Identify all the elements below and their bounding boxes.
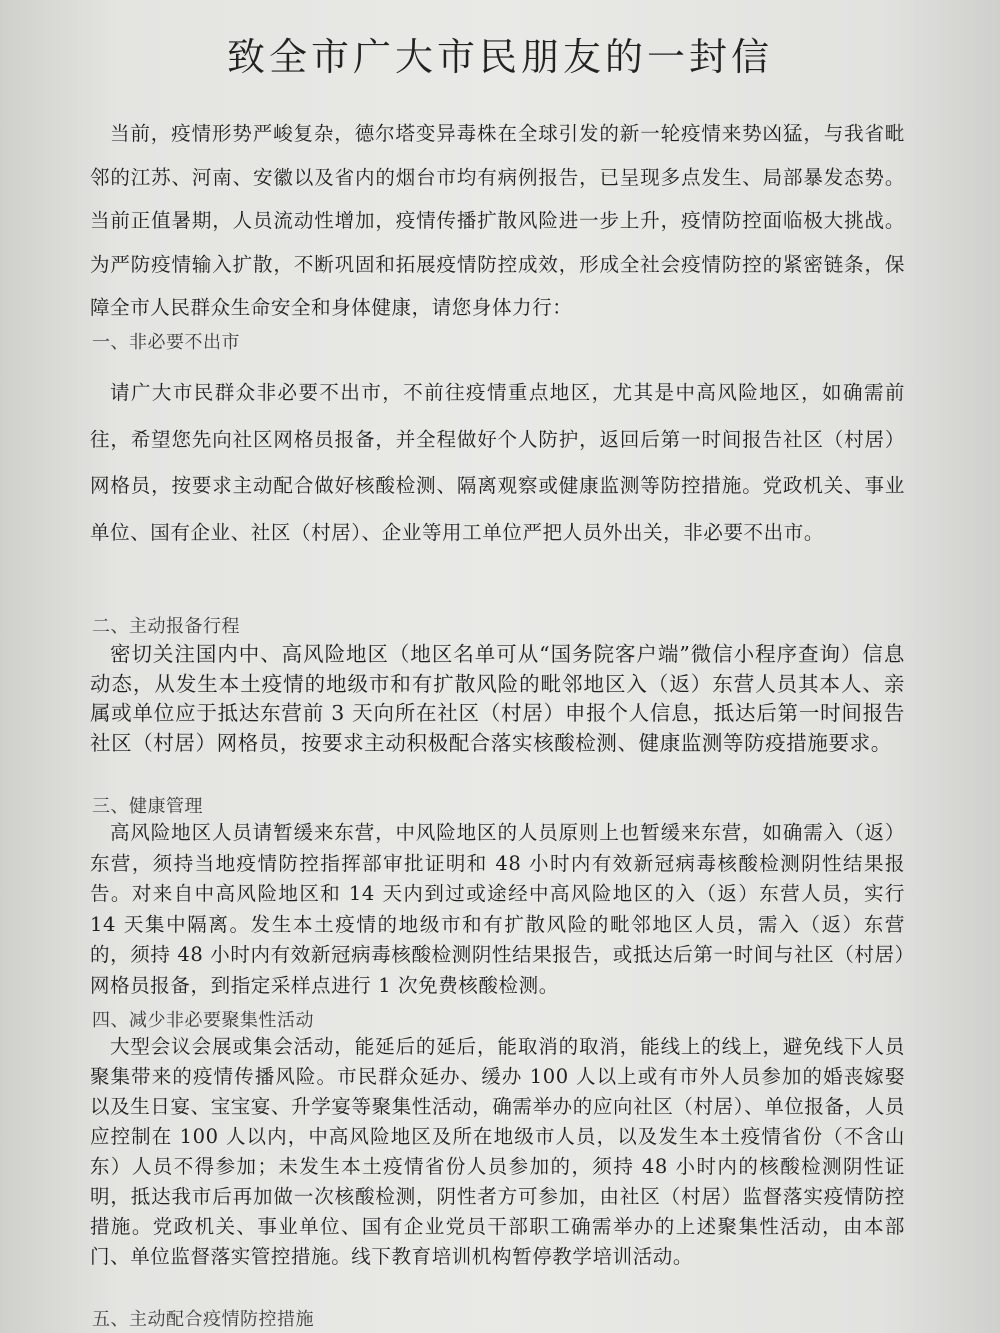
section-heading-2: 二、主动报备行程 <box>92 616 240 637</box>
section-heading-1: 一、非必要不出市 <box>92 332 240 353</box>
section-heading-5: 五、主动配合疫情防控措施 <box>92 1309 314 1330</box>
section-body-3: 高风险地区人员请暂缓来东营，中风险地区的人员原则上也暂缓来东营，如确需入（返）东营，须持当地疫情防控指挥部审批证明和 48 小时内有效新冠病毒核酸检测阴性结果报告。对来自中高风险地区和 14 天内到过或途经中高风险地区的入（返）东营人员，实行 14 天集中隔离。发生本土疫情的地级市和有扩散风险的毗邻地区人员，需入（返）东营的，须持 48 小时内有效新冠病毒核酸检测阴性结果报告，或抵达后第一时间与社区（村居）网格员报备，到指定采样点进行 1 次免费核酸检测。 <box>90 821 905 997</box>
intro-paragraph <box>90 112 905 330</box>
section-body-4: 大型会议会展或集会活动，能延后的延后，能取消的取消，能线上的线上，避免线下人员聚集带来的疫情传播风险。市民群众延办、缓办 100 人以上或有市外人员参加的婚丧嫁娶以及生日宴、宝宝宴、升学宴等聚集性活动，确需举办的应向社区（村居）、单位报备，人员应控制在 100 人以内，中高风险地区及所在地级市人员，以及发生本土疫情省份（不含山东）人员不得参加；未发生本土疫情省份人员参加的，须持 48 小时内的核酸检测阴性证明，抵达我市后再加做一次核酸检测，阴性者方可参加，由社区（村居）监督落实疫情防控措施。党政机关、事业单位、国有企业党员干部职工确需举办的上述聚集性活动，由本部门、单位监督落实管控措施。线下教育培训机构暂停教学培训活动。 <box>90 1035 905 1268</box>
section-body-1: 请广大市民群众非必要不出市，不前往疫情重点地区，尤其是中高风险地区，如确需前往，希望您先向社区网格员报备，并全程做好个人防护，返回后第一时间报告社区（村居）网格员，按要求主动配合做好核酸检测、隔离观察或健康监测等防控措施。党政机关、事业单位、国有企业、社区（村居）、企业等用工单位严把人员外出关，非必要不出市。 <box>90 381 905 544</box>
section-body-2: 密切关注国内中、高风险地区（地区名单可从“国务院客户端”微信小程序查询）信息动态，从发生本土疫情的地级市和有扩散风险的毗邻地区入（返）东营人员其本人、亲属或单位应于抵达东营前 3 天向所在社区（村居）申报个人信息，抵达后第一时间报告社区（村居）网格员，按要求主动积极配合落实核酸检测、健康监测等防疫措施要求。 <box>90 642 905 755</box>
page-title: 致全市广大市民朋友的一封信 <box>226 35 773 79</box>
intro-text: 当前，疫情形势严峻复杂，德尔塔变异毒株在全球引发的新一轮疫情来势凶猛，与我省毗邻的江苏、河南、安徽以及省内的烟台市均有病例报告，已呈现多点发生、局部暴发态势。当前正值暑期，人员流动性增加，疫情传播扩散风险进一步上升，疫情防控面临极大挑战。为严防疫情输入扩散，不断巩固和拓展疫情防控成效，形成全社会疫情防控的紧密链条，保障全市人民群众生命安全和身体健康，请您身体力行： <box>90 122 905 319</box>
section-heading-3: 三、健康管理 <box>92 796 203 817</box>
section-heading-4: 四、减少非必要聚集性活动 <box>92 1010 314 1031</box>
